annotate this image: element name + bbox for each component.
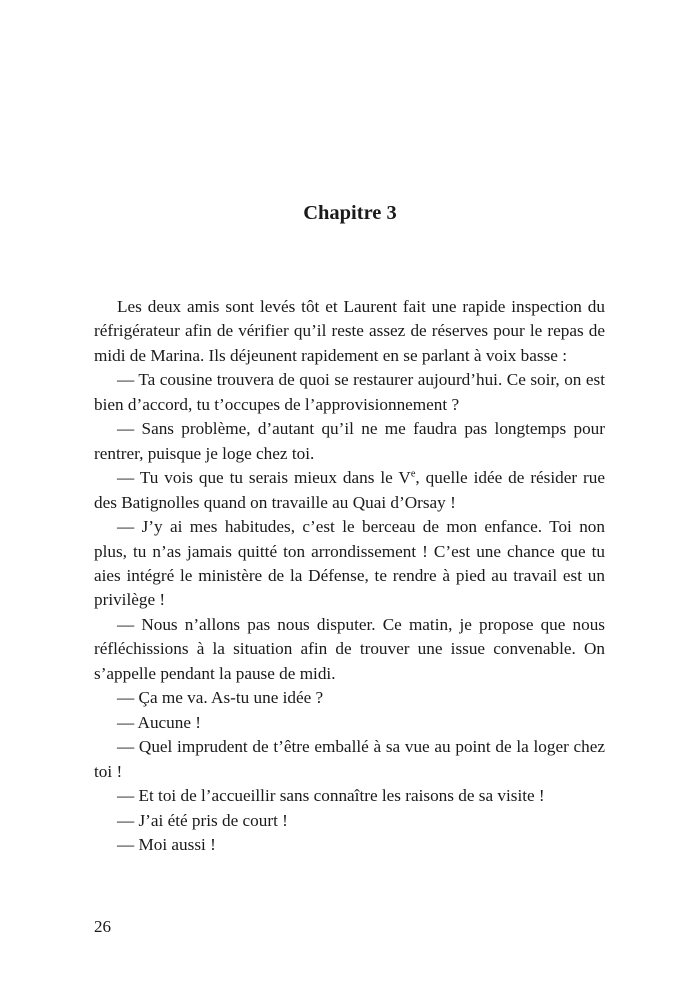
dialogue-line: — J’y ai mes habitudes, c’est le berceau de mon enfance. Toi non plus, tu n’as jamais quitté ton arrondissement ! C’est une chance que tu aies intégré le ministère de la Défense, te rendre à pied au travail est un privilège ! [94,517,605,610]
dialogue-line: — Sans problème, d’autant qu’il ne me faudra pas longtemps pour rentrer, puisque je loge chez toi. [94,419,605,463]
dialogue-line: — Ça me va. As-tu une idée ? [117,688,324,708]
dialogue-line [94,466,605,515]
dialogue-line: — Nous n’allons pas nous disputer. Ce matin, je propose que nous réfléchissions à la situation afin de trouver une issue convenable. On s’appelle pendant la pause de midi. [94,614,605,683]
paragraph: Les deux amis sont levés tôt et Laurent fait une rapide inspection du réfrigérateur afin de vérifier qu’il reste assez de réserves pour le repas de midi de Marina. Ils déjeunent rapidement en se parlant à voix basse : [94,297,605,365]
dialogue-line: — Aucune ! [117,712,202,732]
dialogue-line: — Ta cousine trouvera de quoi se restaurer aujourd’hui. Ce soir, on est bien d’accord, tu t’occupes de l’approvisionnement ? [94,370,605,414]
dialogue-text: — Tu vois que tu serais mieux dans le V [117,468,411,488]
dialogue-line: — J’ai été pris de court ! [117,810,288,830]
dialogue-text: , quelle idée de résider rue des Batignolles quand on travaille au Quai d’Orsay ! [94,468,605,512]
dialogue-line: — Moi aussi ! [117,834,216,854]
page-number: 26 [94,917,111,936]
dialogue-line: — Et toi de l’accueillir sans connaître les raisons de sa visite ! [117,786,545,806]
ordinal-superscript: e [410,468,416,480]
dialogue-line: — Quel imprudent de t’être emballé à sa vue au point de la loger chez toi ! [94,737,605,781]
body-text [94,295,605,857]
chapter-title: Chapitre 3 [303,202,397,224]
